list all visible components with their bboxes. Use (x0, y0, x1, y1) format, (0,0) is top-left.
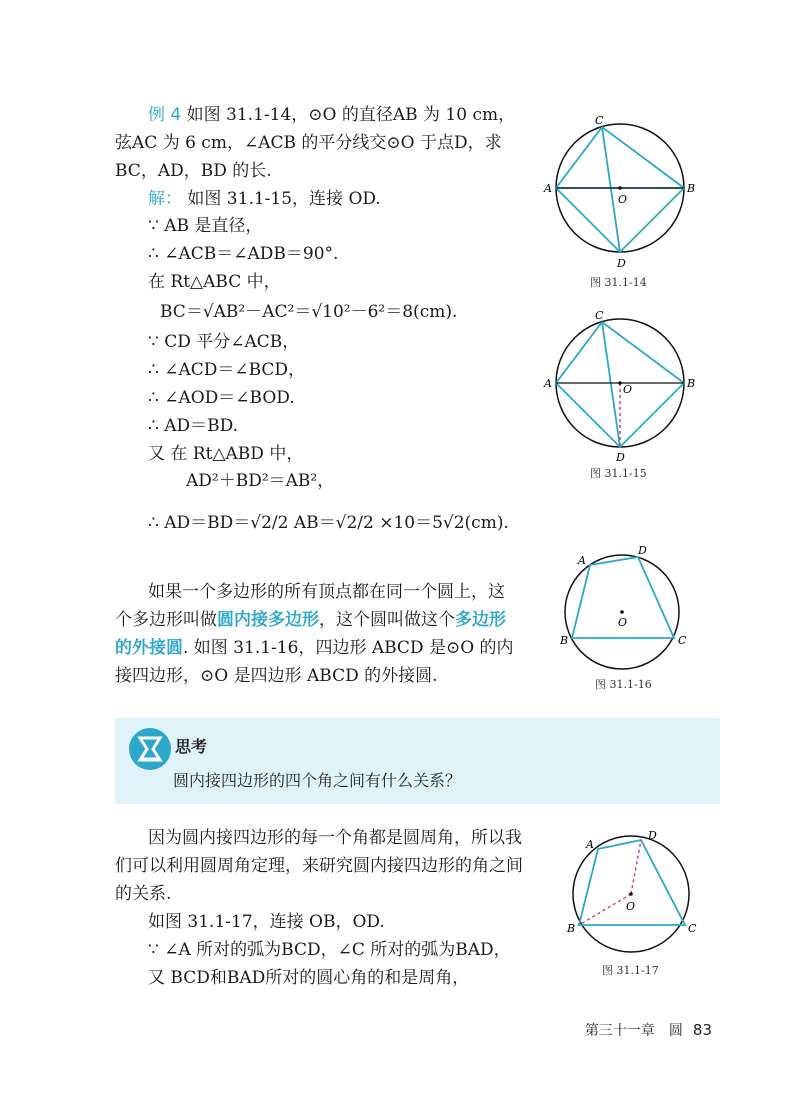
definition-line-3 (115, 636, 514, 660)
para2-line-4: 如图 31.1-17，连接 OB，OD. (148, 912, 385, 932)
label-c: C (688, 922, 697, 935)
label-c: C (595, 310, 604, 322)
solution-line-3: ∴ ∠ACB＝∠ADB＝90°. (148, 244, 339, 264)
center-dot (629, 892, 633, 896)
solution-text-1: 如图 31.1-15，连接 OD. (187, 189, 381, 209)
definition-text-2a: 个多边形叫做 (115, 610, 217, 630)
line-ob-dashed (579, 894, 631, 925)
figure-31-1-15 (540, 310, 710, 468)
para2-line-1: 因为圆内接四边形的每一个角都是圆周角，所以我 (148, 828, 522, 848)
solution-line-8: ∴ ∠AOD＝∠BOD. (148, 388, 295, 408)
example-line-1 (148, 103, 515, 127)
figure-31-1-14 (540, 115, 710, 275)
label-d: D (638, 544, 647, 557)
label-a: A (586, 838, 594, 851)
label-o: O (626, 900, 636, 913)
label-d: D (617, 257, 626, 270)
label-b: B (560, 634, 569, 647)
solution-line-5: BC＝√AB²－AC²＝√10²－6²＝8(cm). (160, 302, 458, 322)
example-line-2: 弦AC 为 6 cm，∠ACB 的平分线交⊙O 于点D，求 (115, 133, 502, 153)
para2-line-5: ∵ ∠A 所对的弧为BCD，∠C 所对的弧为BAD， (148, 940, 511, 960)
solution-line-9: ∴ AD＝BD. (148, 416, 239, 436)
para2-line-2: 们可以利用圆周角定理，来研究圆内接四边形的角之间 (115, 856, 523, 876)
line-cd (602, 322, 620, 447)
line-cb (602, 127, 684, 188)
think-icon (127, 726, 173, 772)
center-dot (618, 186, 622, 190)
example-text-1: 如图 31.1-14，⊙O 的直径AB 为 10 cm， (186, 105, 516, 125)
line-ad (556, 383, 620, 447)
label-c: C (595, 115, 604, 127)
definition-line-2 (115, 608, 506, 632)
solution-line-12: ∴ AD＝BD＝√2/2 AB＝√2/2 ×10＝5√2(cm). (148, 513, 509, 533)
example-line-3: BC，AD，BD 的长. (115, 161, 272, 181)
definition-line-1: 如果一个多边形的所有顶点都在同一个圆上，这 (148, 582, 505, 602)
label-d: D (616, 451, 625, 464)
label-d: D (648, 829, 657, 842)
solution-line-6: ∵ CD 平分∠ACB， (148, 332, 300, 352)
solution-line-1 (148, 187, 381, 211)
solution-line-4: 在 Rt△ABC 中， (148, 272, 281, 292)
figure-31-1-17 (563, 822, 703, 960)
chapter-title: 第三十一章 圆 (584, 1023, 683, 1039)
center-dot (620, 610, 624, 614)
label-b: B (567, 922, 576, 935)
label-o: O (618, 193, 628, 206)
label-b: B (687, 182, 696, 195)
think-title: 思考 (175, 737, 208, 756)
para2-line-3: 的关系. (115, 884, 172, 904)
line-bd (620, 188, 684, 252)
term-inscribed-polygon: 圆内接多边形 (217, 610, 319, 630)
line-ad (556, 188, 620, 252)
solution-line-10: 又 在 Rt△ABD 中， (148, 444, 304, 464)
caption-31-1-17: 图 31.1-17 (602, 964, 659, 977)
center-dot (618, 381, 622, 385)
line-cb (602, 322, 684, 383)
figure-31-1-16 (556, 538, 701, 678)
label-a: A (578, 554, 586, 567)
solution-line-2: ∵ AB 是直径， (148, 216, 263, 236)
page-number: 83 (692, 1021, 712, 1039)
example-label: 例 4 (148, 105, 182, 125)
term-circumcircle: 的外接圆 (115, 638, 183, 658)
caption-31-1-15: 图 31.1-15 (590, 467, 647, 480)
label-c: C (678, 634, 687, 647)
line-cd (602, 127, 620, 252)
label-o: O (623, 383, 633, 396)
page-footer (585, 1020, 712, 1040)
label-a: A (544, 182, 552, 195)
caption-31-1-16: 图 31.1-16 (595, 678, 652, 691)
definition-text-3b: . 如图 31.1-16，四边形 ABCD 是⊙O 的内 (183, 638, 514, 658)
solution-line-7: ∴ ∠ACD＝∠BCD， (148, 360, 306, 380)
term-polygon: 多边形 (455, 610, 506, 630)
para2-line-6: 又 BCD和BAD所对的圆心角的和是周角， (148, 968, 470, 988)
label-o: O (618, 616, 628, 629)
solution-line-11: AD²＋BD²＝AB²， (186, 471, 335, 491)
label-b: B (687, 377, 696, 390)
think-box (115, 718, 720, 804)
definition-text-2c: ，这个圆叫做这个 (319, 610, 455, 630)
caption-31-1-14: 图 31.1-14 (590, 276, 647, 289)
line-od-dashed (631, 840, 641, 894)
solution-label: 解： (148, 189, 182, 209)
label-a: A (544, 377, 552, 390)
definition-line-4: 接四边形，⊙O 是四边形 ABCD 的外接圆. (115, 666, 438, 686)
think-question: 圆内接四边形的四个角之间有什么关系？ (173, 771, 462, 790)
